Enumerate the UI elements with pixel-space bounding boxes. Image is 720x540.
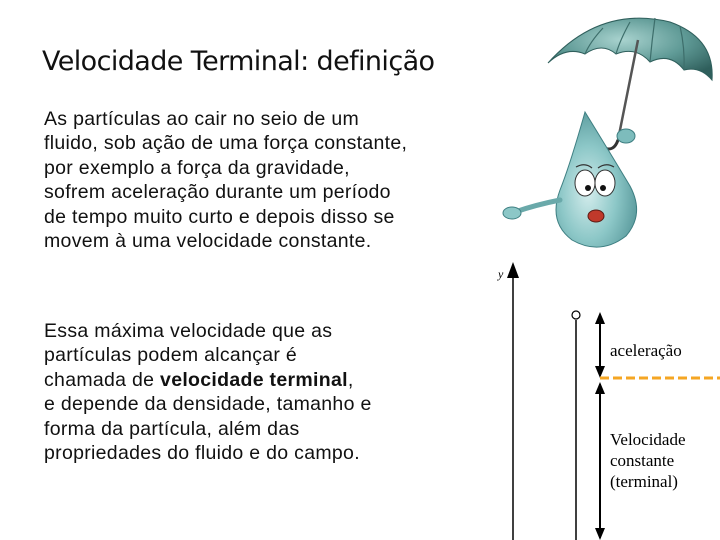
slide-title: Velocidade Terminal: definição bbox=[42, 46, 435, 77]
paragraph-line: por exemplo a força da gravidade, bbox=[44, 156, 350, 179]
y-axis-arrow-icon bbox=[507, 262, 519, 278]
terminal-velocity-diagram bbox=[507, 262, 720, 540]
label-line: constante bbox=[610, 451, 675, 470]
paragraph-text: , bbox=[347, 368, 354, 391]
paragraph-text: chamada de bbox=[44, 368, 161, 391]
paragraph-line: e depende da densidade, tamanho e bbox=[44, 393, 372, 416]
label-line: (terminal) bbox=[610, 472, 678, 491]
acceleration-label: aceleração bbox=[610, 341, 682, 360]
arrow-head-icon bbox=[595, 382, 605, 394]
term-bold: velocidade terminal bbox=[160, 368, 348, 391]
paragraph-line: propriedades do fluido e do campo. bbox=[44, 442, 360, 465]
paragraph-line: As partículas ao cair no seio de um bbox=[44, 108, 360, 130]
particle-icon bbox=[572, 311, 580, 319]
label-line: Velocidade bbox=[610, 430, 686, 449]
raindrop-icon bbox=[503, 112, 637, 247]
paragraph-line: fluido, sob ação de uma força constante, bbox=[44, 132, 408, 155]
paragraph-line: sofrem aceleração durante um período bbox=[44, 181, 391, 204]
arrow-head-icon bbox=[595, 312, 605, 324]
paragraph-line: de tempo muito curto e depois disso se bbox=[44, 205, 395, 228]
paragraph-line: movem à uma velocidade constante. bbox=[44, 230, 372, 253]
arrow-head-icon bbox=[595, 528, 605, 540]
terminal-velocity-label bbox=[610, 429, 686, 492]
paragraph-line: partículas podem alcançar é bbox=[44, 344, 298, 367]
paragraph-line: Essa máxima velocidade que as bbox=[44, 320, 333, 342]
y-axis-label: y bbox=[498, 267, 504, 281]
arrow-head-icon bbox=[595, 366, 605, 378]
paragraph-line: forma da partícula, além das bbox=[44, 417, 300, 440]
